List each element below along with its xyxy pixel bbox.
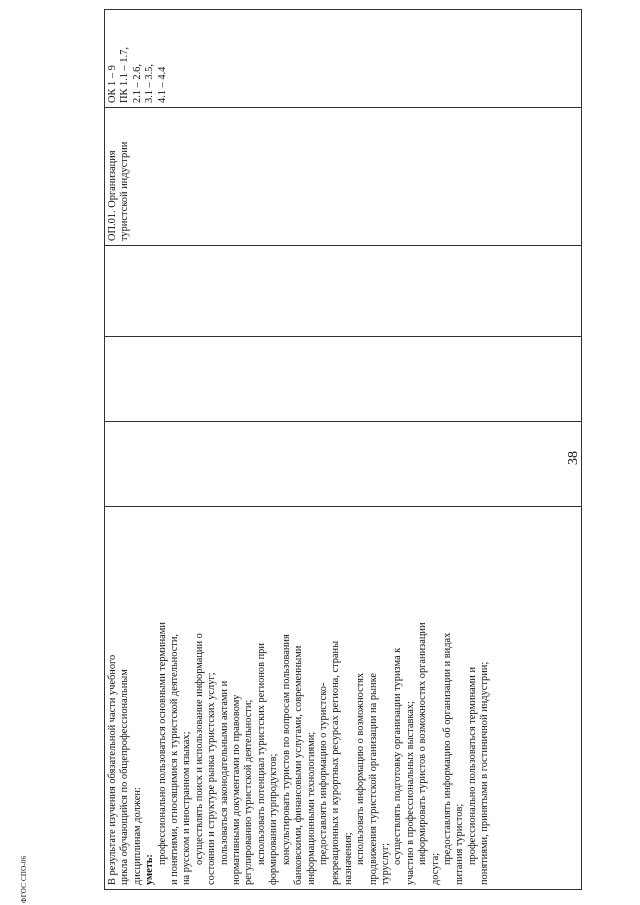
requirement-line: и понятиями, относящимися к туристской деятельности, [169, 633, 181, 885]
requirement-line: продвижения туристской организации на рынке [367, 673, 379, 885]
skills-heading: уметь: [144, 854, 156, 885]
intro-line: цикла обучающийся по общепрофессиональным [119, 669, 131, 885]
requirement-line: формировании турпродуктов; [268, 753, 280, 885]
discipline-title-cont: туристской индустрии [119, 141, 131, 241]
empty-cell [105, 422, 582, 507]
empty-cell [105, 246, 582, 337]
page-footer: ФГОС СПО-06 [20, 855, 28, 903]
requirement-line: туруслуг; [379, 843, 391, 885]
requirement-line: досуга; [429, 852, 441, 885]
requirement-line: предоставлять информацию об организации и видах [441, 632, 453, 865]
page-number: 38 [566, 451, 581, 465]
requirement-line: использовать потенциал туристских регионов при [255, 643, 267, 865]
discipline-cell [105, 108, 582, 246]
requirement-line: участию в профессиональных выставках; [404, 701, 416, 885]
requirement-line: профессионально пользоваться основными терминами [156, 622, 168, 865]
requirement-line: питания туристов; [454, 803, 466, 885]
curriculum-table [104, 9, 582, 890]
competency-code: 2.1 – 2.6, [131, 64, 143, 103]
requirement-line: консультировать туристов по вопросам пользования [280, 634, 292, 865]
empty-cell [105, 337, 582, 422]
competency-code: ОК 1 – 9 [107, 65, 118, 103]
requirements-list [157, 511, 492, 885]
requirements-cell [105, 507, 582, 890]
competency-code: 4.1 – 4.4 [156, 66, 168, 103]
requirement-line: на русском и иностранном языках; [181, 731, 193, 885]
requirement-line: информировать туристов о возможностях организации [417, 622, 429, 865]
competencies-cell [105, 10, 582, 108]
intro-line: дисциплинам должен: [131, 787, 143, 885]
discipline-code-title: ОП.01. Организация [107, 150, 118, 241]
requirement-line: осуществлять подготовку организации туризма к [392, 647, 404, 865]
requirement-line: рекреационных и курортных ресурсах региона, страны [330, 640, 342, 885]
requirement-line: нормативными документами по правовому [231, 694, 243, 885]
requirement-line: банковскими, финансовыми услугами, современными [293, 645, 305, 885]
requirement-line: пользоваться законодательными актами и [218, 680, 230, 865]
competency-code: ПК 1.1 – 1.7, [119, 47, 131, 103]
requirement-line: регулированию туристской деятельности; [243, 699, 255, 885]
requirement-line: предоставлять информацию о туристско- [317, 682, 329, 865]
intro-line: В результате изучения обязательной части учебного [107, 654, 118, 885]
requirement-line: состоянии и структуре рынка туристских услуг; [206, 672, 218, 885]
requirement-line: понятиями, принятыми в гостиничной индустрии; [479, 661, 491, 885]
requirement-line: назначения; [342, 832, 354, 885]
requirement-line: осуществлять поиск и использование информации о [193, 633, 205, 865]
table-row [105, 10, 582, 890]
competency-code: 3.1 – 3.5, [144, 64, 156, 103]
requirement-line: профессионально пользоваться терминами и [466, 666, 478, 865]
requirement-line: использовать информацию о возможностях [355, 672, 367, 865]
requirement-line: информационными технологиями; [305, 731, 317, 885]
